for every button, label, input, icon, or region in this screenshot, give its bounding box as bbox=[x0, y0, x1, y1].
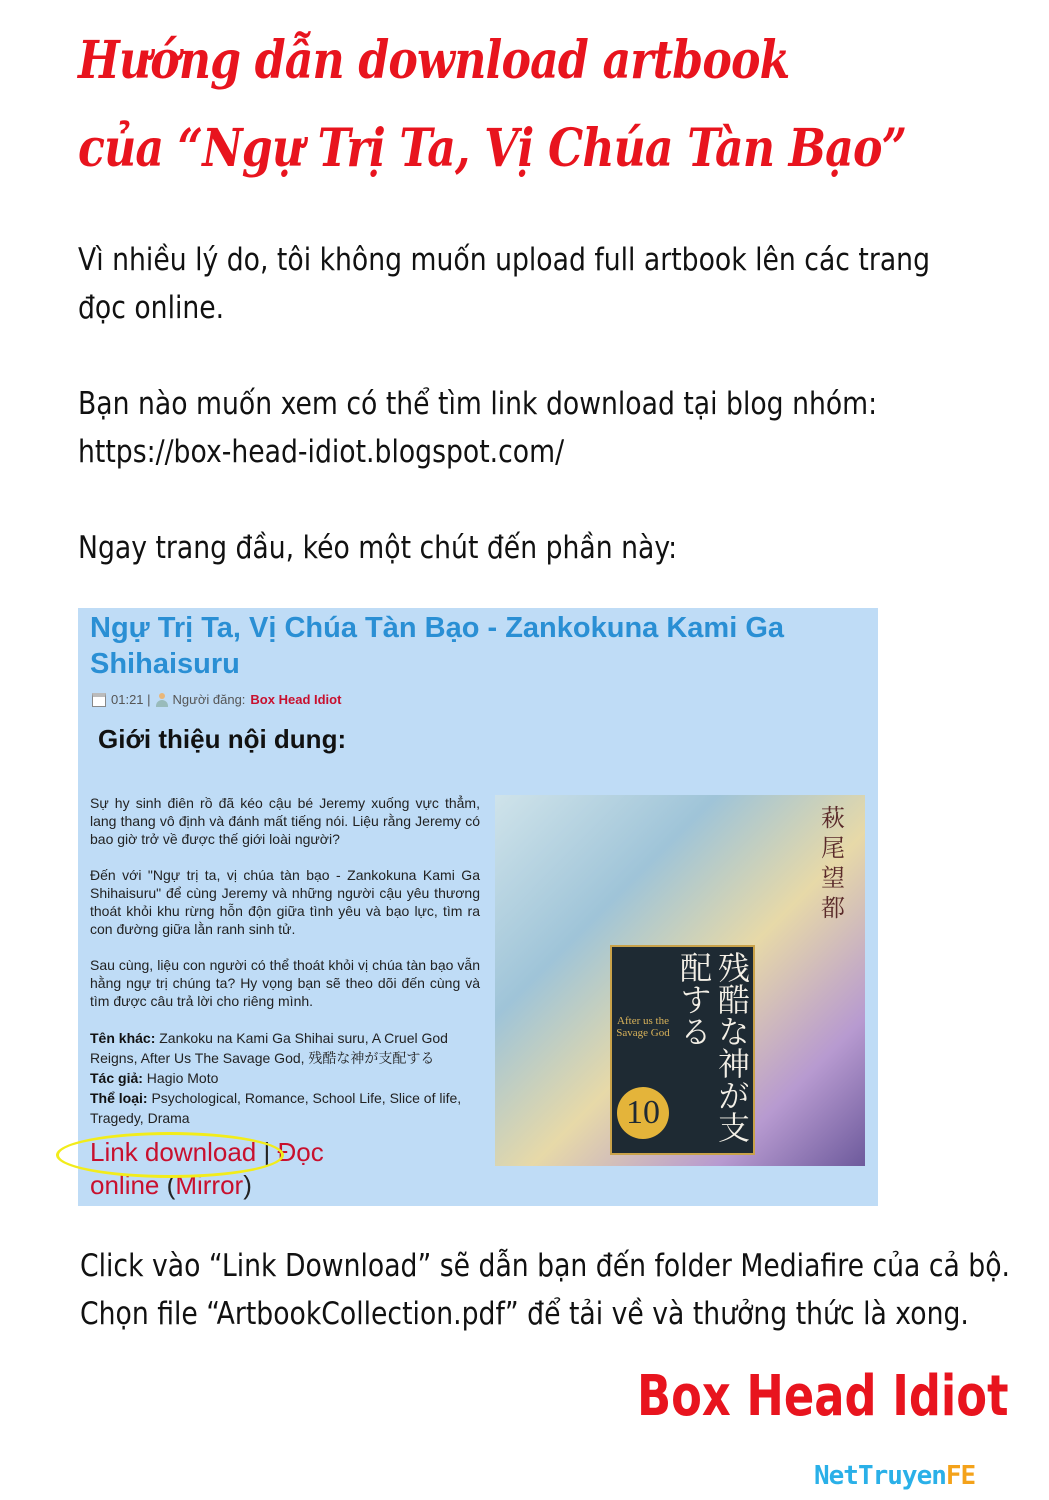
cover-subtitle: After us the Savage God bbox=[616, 1015, 670, 1039]
paren-close: ) bbox=[243, 1170, 252, 1200]
para3: Ngay trang đầu, kéo một chút đến phần này: bbox=[78, 530, 678, 566]
user-icon bbox=[156, 693, 168, 707]
post-author[interactable]: Box Head Idiot bbox=[250, 692, 342, 707]
manga-author: Hagio Moto bbox=[146, 1070, 219, 1086]
desc-paragraph: Đến với "Ngự trị ta, vị chúa tàn bạo - Zankokuna Kami Ga Shihaisuru" để cùng Jeremy và những người cậu yêu thương thoát khỏi khu rừng hỗn độn giữa tình yêu và bạo lực, tìm ra con đường giữa lằn ranh sinh tử. bbox=[90, 867, 480, 937]
highlight-oval bbox=[56, 1132, 284, 1178]
para4-line2: Chọn file “ArtbookCollection.pdf” để tải về và thưởng thức là xong. bbox=[80, 1296, 969, 1332]
para1-line1: Vì nhiều lý do, tôi không muốn upload full artbook lên các trang bbox=[78, 242, 931, 278]
mirror-link[interactable]: Mirror bbox=[175, 1170, 244, 1200]
intro-heading: Giới thiệu nội dung: bbox=[98, 724, 347, 754]
post-meta bbox=[92, 692, 341, 707]
title-line-1: Hướng dẫn download artbook bbox=[78, 30, 790, 91]
links bbox=[90, 1136, 360, 1202]
post-time: 01:21 | bbox=[111, 692, 151, 707]
author-label: Tác giả: bbox=[90, 1070, 143, 1086]
title-line-2: của “Ngự Trị Ta, Vị Chúa Tàn Bạo” bbox=[78, 118, 907, 179]
other-names: Zankoku na Kami Ga Shihai suru, A Cruel God Reigns, After Us The Savage God, 残酷な神が支配する bbox=[90, 1030, 448, 1066]
genre-label: Thể loại: bbox=[90, 1090, 148, 1106]
manga-info bbox=[90, 1028, 480, 1128]
calendar-icon bbox=[92, 693, 106, 707]
paren-open: ( bbox=[166, 1170, 176, 1200]
other-names-label: Tên khác: bbox=[90, 1030, 156, 1046]
manga-cover-image bbox=[495, 795, 865, 1166]
watermark-part-b: FE bbox=[945, 1461, 976, 1491]
cover-volume: 10 bbox=[617, 1087, 669, 1139]
read-online-link[interactable]: Đọc online bbox=[90, 1137, 324, 1200]
cover-title: 残酷な神が支配する bbox=[675, 951, 751, 1143]
watermark bbox=[814, 1460, 975, 1492]
para4-line1: Click vào “Link Download” sẽ dẫn bạn đến folder Mediafire của cả bộ. bbox=[80, 1248, 1011, 1284]
signature: Box Head Idiot bbox=[637, 1364, 1009, 1429]
description bbox=[90, 794, 480, 1010]
desc-paragraph: Sau cùng, liệu con người có thể thoát khỏi vị chúa tàn bạo vẫn hằng ngự trị chúng ta? Hy vọng bạn sẽ theo dõi đến cùng và tìm được câu trả lời cho riêng mình. bbox=[90, 957, 480, 1009]
link-download[interactable]: Link download bbox=[90, 1137, 257, 1167]
blog-url: https://box-head-idiot.blogspot.com/ bbox=[78, 434, 565, 470]
desc-paragraph: Sự hy sinh điên rồ đã kéo cậu bé Jeremy xuống vực thẳm, lang thang vô định và đánh mất tiếng nói. Liệu rằng Jeremy có bao giờ trở về được thế giới loài người? bbox=[90, 795, 480, 847]
post-body bbox=[90, 794, 480, 1202]
cover-author: 萩尾望都 bbox=[821, 804, 845, 922]
blog-post-screenshot bbox=[78, 608, 878, 1206]
posted-by-label: Người đăng: bbox=[172, 692, 246, 707]
separator: | bbox=[263, 1137, 271, 1167]
para2-line1: Bạn nào muốn xem có thể tìm link download tại blog nhóm: bbox=[78, 386, 878, 422]
para1-line2: đọc online. bbox=[78, 290, 225, 326]
genres: Psychological, Romance, School Life, Slice of life, Tragedy, Drama bbox=[90, 1090, 462, 1126]
post-title[interactable]: Ngự Trị Ta, Vị Chúa Tàn Bạo - Zankokuna Kami Ga Shihaisuru bbox=[90, 612, 785, 680]
watermark-part-a: NetTruyen bbox=[814, 1461, 946, 1491]
